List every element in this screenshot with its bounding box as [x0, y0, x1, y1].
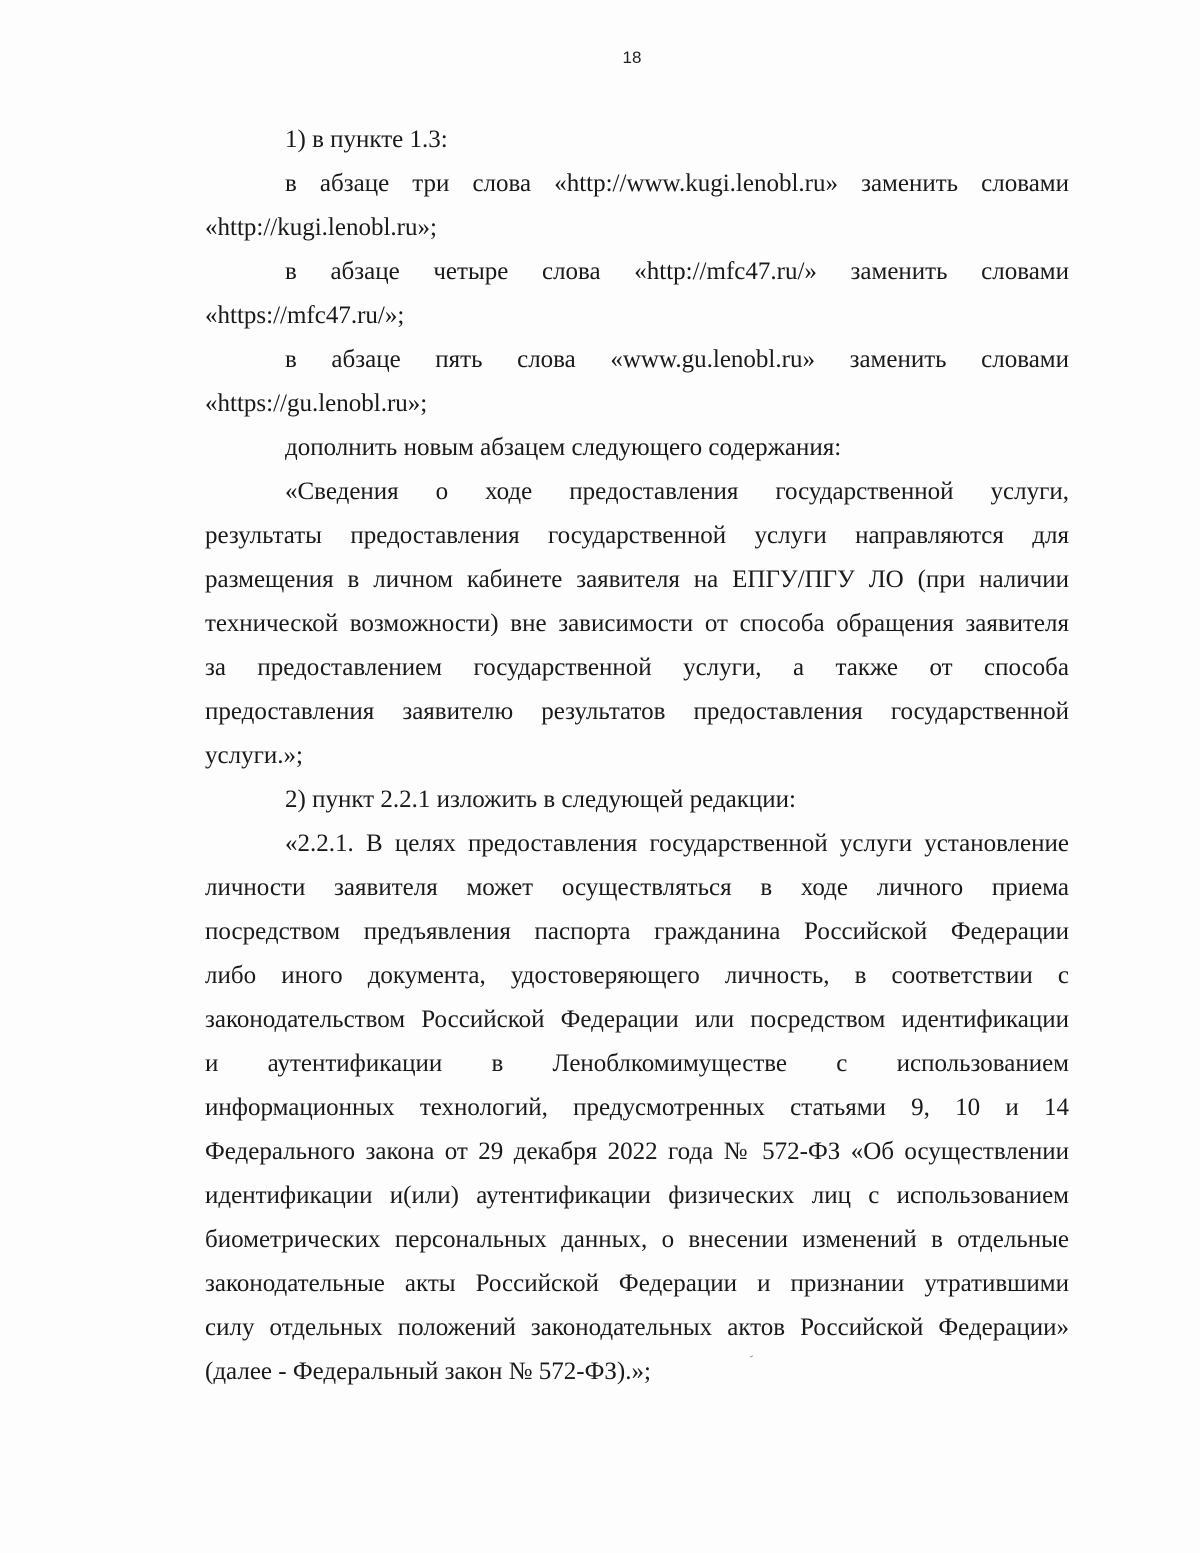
paragraph-line: «https://mfc47.ru/»; [205, 302, 405, 329]
paragraph-abzac-four [205, 250, 1069, 338]
paragraph-abzac-three [205, 162, 1069, 250]
paragraph-line: технической возможности) вне зависимости от способа обращения заявителя [205, 610, 1069, 637]
paragraph-item-1 [205, 118, 1069, 162]
paragraph-add-new [205, 426, 1069, 470]
paragraph-line: либо иного документа, удостоверяющего личность, в соответствии с [205, 962, 1069, 989]
paragraph-line: идентификации и(или) аутентификации физических лиц с использованием [205, 1182, 1069, 1209]
paragraph-line: размещения в личном кабинете заявителя на ЕПГУ/ПГУ ЛО (при наличии [205, 566, 1069, 593]
paragraph-line: в абзаце четыре слова «http://mfc47.ru/» заменить словами [285, 258, 1069, 285]
paragraph-abzac-five [205, 338, 1069, 426]
paragraph-quoted-info [205, 470, 1069, 778]
paragraph-line: законодательные акты Российской Федерации и признании утратившими [205, 1270, 1069, 1297]
paragraph-line: информационных технологий, предусмотренных статьями 9, 10 и 14 [205, 1094, 1069, 1121]
paragraph-quoted-2-2-1 [205, 822, 1069, 1394]
paragraph-line: 2) пункт 2.2.1 изложить в следующей редакции: [285, 786, 796, 813]
paragraph-line: «https://gu.lenobl.ru»; [205, 390, 428, 417]
paragraph-line: услуги.»; [205, 742, 303, 769]
paragraph-line: «2.2.1. В целях предоставления государственной услуги установление [285, 830, 1069, 857]
paragraph-line: законодательством Российской Федерации или посредством идентификации [205, 1006, 1069, 1033]
paragraph-line: и аутентификации в Леноблкомимуществе с использованием [205, 1050, 1069, 1077]
paragraph-line: силу отдельных положений законодательных актов Российской Федерации» [205, 1314, 1069, 1341]
paragraph-line: результаты предоставления государственной услуги направляются для [205, 522, 1069, 549]
page-number: 18 [622, 48, 642, 67]
paragraph-line: дополнить новым абзацем следующего содержания: [285, 434, 842, 461]
paragraph-line: в абзаце три слова «http://www.kugi.lenobl.ru» заменить словами [285, 170, 1069, 197]
paragraph-line: личности заявителя может осуществляться в ходе личного приема [205, 874, 1069, 901]
paragraph-line: «Сведения о ходе предоставления государственной услуги, [285, 478, 1069, 505]
paragraph-line: 1) в пункте 1.3: [285, 126, 448, 153]
paragraph-line: предоставления заявителю результатов предоставления государственной [205, 698, 1069, 725]
paragraph-line: за предоставлением государственной услуги, а также от способа [205, 654, 1069, 681]
paragraph-line: (далее - Федеральный закон № 572-ФЗ).»; [205, 1358, 651, 1385]
paragraph-item-2 [205, 778, 1069, 822]
paragraph-line: посредством предъявления паспорта гражданина Российской Федерации [205, 918, 1069, 945]
paragraph-line: «http://kugi.lenobl.ru»; [205, 214, 437, 241]
paragraph-line: в абзаце пять слова «www.gu.lenobl.ru» заменить словами [285, 346, 1069, 373]
paragraph-line: биометрических персональных данных, о внесении изменений в отдельные [205, 1226, 1069, 1253]
paragraph-line: Федерального закона от 29 декабря 2022 года № 572-ФЗ «Об осуществлении [205, 1138, 1069, 1165]
document-body [205, 118, 1069, 1394]
